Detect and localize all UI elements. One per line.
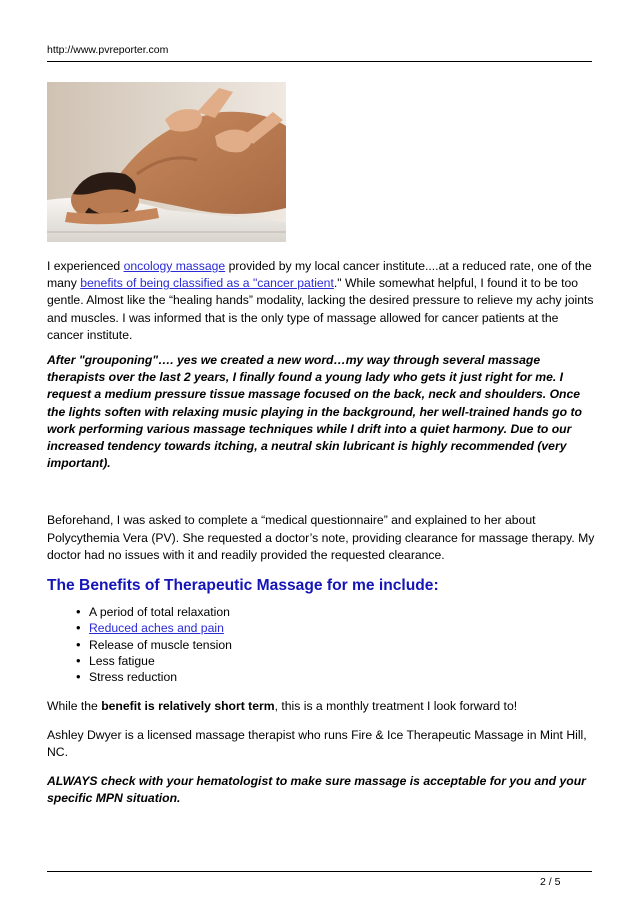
benefits-heading: The Benefits of Therapeutic Massage for me include: [47,577,439,595]
article-body [47,258,595,808]
massage-photo-illustration [47,82,286,242]
footer-rule [47,871,592,872]
list-item: • Release of muscle tension [89,637,595,653]
paragraph-text: I experienced [47,259,124,273]
paragraph-hematologist-warning: ALWAYS check with your hematologist to make sure massage is acceptable for you and your specific MPN situation. [47,774,586,806]
header-rule [47,61,592,62]
header-url: http://www.pvreporter.com [47,44,169,56]
massage-photo [47,82,286,242]
paragraph-text: provided by my local cancer institute....at a reduced rate, one of the many [47,259,592,291]
paragraph-oncology [47,258,595,344]
list-item: • Stress reduction [89,669,595,685]
benefits-list [47,604,595,685]
list-item: • Less fatigue [89,653,595,669]
bold-text: benefit is relatively short term [101,698,275,713]
paragraph-short-term: While the benefit is relatively short term, this is a monthly treatment I look forward to! [47,698,518,713]
oncology-massage-link[interactable]: oncology massage [123,259,226,273]
paragraph-therapist: Ashley Dwyer is a licensed massage therapist who runs Fire & Ice Therapeutic Massage in Mint Hill, NC. [47,727,587,759]
list-item: • A period of total relaxation [89,604,595,620]
paragraph-grouponing: After "grouponing"…. yes we created a new word…my way through several massage therapists over the last 2 years, I finally found a young lady who gets it just right for me. I request a medium pressure tissue massage focused on the back, neck and shoulders. Once the lights soften with relaxing music playing in the background, her well-trained hands go to work performing various massage techniques while I drift into a quiet harmony. Due to our increased tendency towards itching, a neutral skin lubricant is highly recommended (very important). [47,353,582,471]
page-number: 2 / 5 [540,876,561,888]
paragraph-questionnaire: Beforehand, I was asked to complete a “medical questionnaire” and explained to her about Polycythemia Vera (PV). She requested a doctor’s note, providing clearance for massage therapy. My doctor had no issues with it and readily provided the requested clearance. [47,513,595,562]
reduced-aches-link[interactable]: Reduced aches and pain [89,621,224,636]
list-item[interactable] [89,620,595,636]
paragraph-text: ." While somewhat helpful, I found it to be too gentle. Almost like the “healing hands” modality, lacking the desired pressure to relieve my achy joints and muscles. I was informed that is the only type of massage allowed for cancer patients at the cancer institute. [47,276,594,342]
cancer-patient-benefits-link[interactable]: benefits of being classified as a "cancer patient [80,276,334,291]
